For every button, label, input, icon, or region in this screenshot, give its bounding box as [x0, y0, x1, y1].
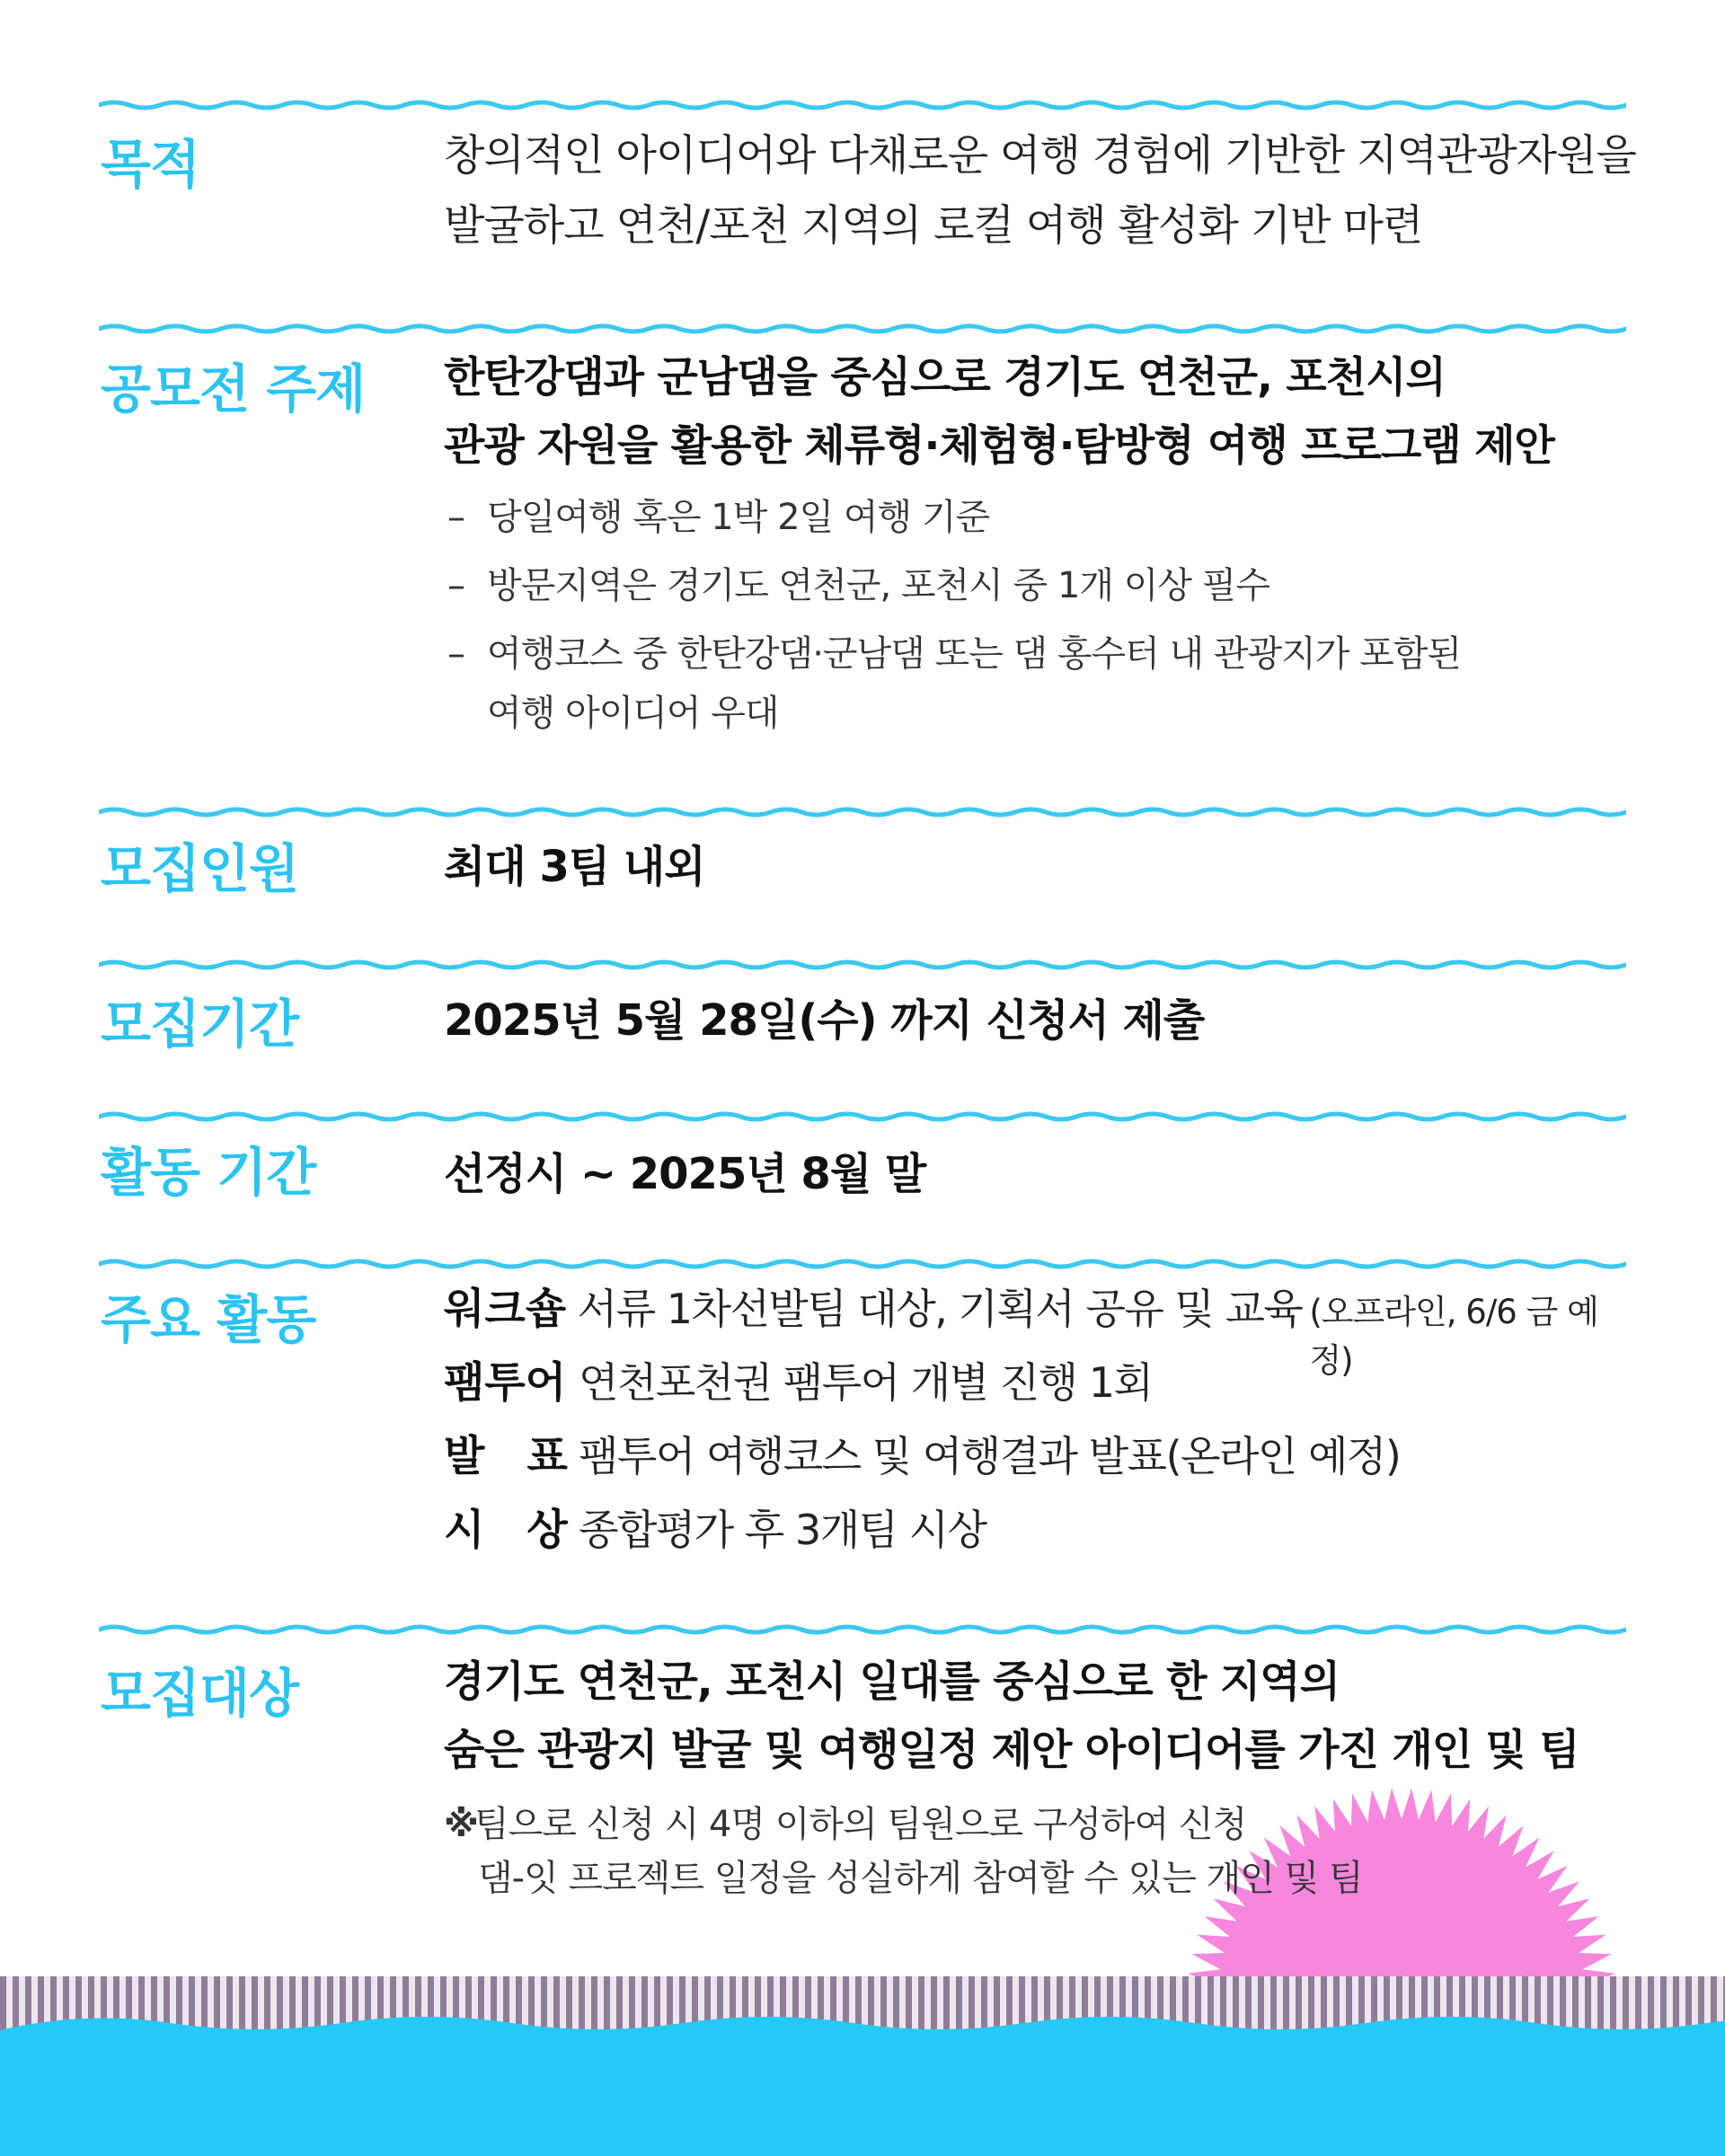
- activity-row: [444, 1497, 1639, 1570]
- activity-desc: 종합평가 후 3개팀 시상: [579, 1506, 986, 1554]
- activity-desc: 연천포천권 팸투어 개별 진행 1회: [579, 1358, 1153, 1407]
- activity-key: 팸투어: [444, 1358, 567, 1408]
- activity-list: [444, 1276, 1639, 1570]
- theme-bullet-text: 방문지역은 경기도 연천군, 포천시 중 1개 이상 필수: [487, 565, 1269, 606]
- theme-bullet-text: 당일여행 혹은 1박 2일 여행 기준: [487, 497, 990, 538]
- activity-row: [444, 1423, 1639, 1497]
- activity-row: [444, 1276, 1639, 1380]
- wave-divider: [99, 1254, 1626, 1274]
- wave-divider: [99, 319, 1626, 339]
- section-label-purpose: 목적: [101, 134, 200, 195]
- target-headline-line: 경기도 연천군, 포천시 일대를 중심으로 한 지역의: [444, 1657, 1340, 1707]
- theme-headline-line: 한탄강댐과 군남댐을 중심으로 경기도 연천군, 포천시의: [444, 353, 1446, 402]
- activity-desc: 팸투어 여행코스 및 여행결과 발표(온라인 예정): [579, 1432, 1401, 1480]
- purpose-line: 발굴하고 연천/포천 지역의 로컬 여행 활성화 기반 마련: [444, 201, 1423, 251]
- wave-divider: [99, 955, 1626, 975]
- theme-bullet-text: 여행코스 중 한탄강댐·군남댐 또는 댐 홍수터 내 관광지가 포함된: [487, 633, 1462, 675]
- recruit-period-value: 2025년 5월 28일(수) 까지 신청서 제출: [444, 995, 1205, 1046]
- section-label-activities: 주요 활동: [101, 1289, 316, 1350]
- purpose-text: [444, 121, 1639, 261]
- theme-headline-line: 관광 자원을 활용한 체류형·체험형·탐방형 여행 프로그램 제안: [444, 421, 1554, 471]
- wave-divider: [99, 802, 1626, 822]
- section-label-headcount: 모집인원: [101, 838, 299, 899]
- section-label-theme: 공모전 주제: [101, 358, 366, 420]
- activity-desc: 서류 1차선발팀 대상, 기획서 공유 및 교육: [577, 1285, 1303, 1333]
- activity-key: 시 상: [444, 1506, 568, 1555]
- target-note-text: 팀으로 신청 시 4명 이하의 팀원으로 구성하여 신청: [474, 1804, 1247, 1845]
- wave-divider: [99, 95, 1626, 115]
- dash-marker: –: [447, 497, 464, 538]
- purpose-line: 창의적인 아이디어와 다채로운 여행 경험에 기반한 지역관광자원을: [444, 131, 1636, 181]
- wave-divider: [99, 1620, 1626, 1639]
- activity-key: 발 표: [444, 1432, 568, 1481]
- target-headline: [444, 1648, 1639, 1785]
- target-note-text: 댐-잇 프로젝트 일정을 성실하게 참여할 수 있는 개인 및 팀: [478, 1858, 1363, 1899]
- theme-content: [444, 344, 1639, 743]
- theme-headline: [444, 344, 1639, 481]
- activity-key: 워크숍: [444, 1285, 567, 1334]
- theme-bullet: [444, 624, 1639, 743]
- target-note: [444, 1851, 1639, 1905]
- reference-mark: ※: [444, 1804, 478, 1845]
- target-headline-line: 숨은 관광지 발굴 및 여행일정 제안 아이디어를 가진 개인 및 팀: [444, 1726, 1579, 1775]
- section-label-recruit-period: 모집기간: [101, 994, 299, 1055]
- activity-note: (오프라인, 6/6 금 예정): [1309, 1293, 1598, 1380]
- dash-marker: –: [447, 565, 464, 606]
- target-notes: [444, 1798, 1639, 1905]
- theme-bullet: [444, 488, 1639, 547]
- wave-divider: [99, 1107, 1626, 1127]
- footer-wave-band: [0, 1976, 1725, 2156]
- theme-bullet-list: [444, 488, 1639, 743]
- activity-period-value: 선정시 ~ 2025년 8월 말: [444, 1149, 926, 1199]
- theme-bullet: [444, 556, 1639, 615]
- dash-marker: –: [447, 633, 464, 675]
- section-label-target: 모집대상: [101, 1663, 299, 1724]
- target-content: [444, 1648, 1639, 1905]
- theme-bullet-continuation: 여행 아이디어 우대: [487, 693, 779, 734]
- headcount-value: 최대 3팀 내외: [444, 842, 705, 892]
- target-note: [444, 1798, 1639, 1851]
- section-label-activity-period: 활동 기간: [101, 1142, 316, 1203]
- footer-blue-wave: [0, 2017, 1725, 2156]
